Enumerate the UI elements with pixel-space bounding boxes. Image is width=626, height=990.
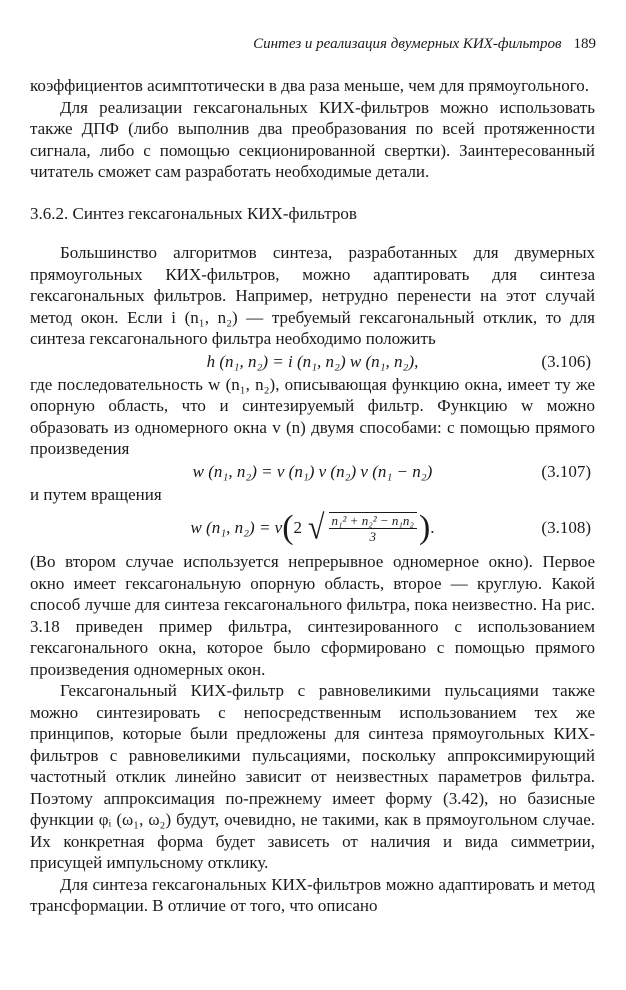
paragraph-7: Гексагональный КИХ-фильтр с равновеликими пульсациями также можно синтезировать с непосредственным использованием тех же принципов, которые были предложены для синтеза прямоугольных КИХ-фильтров с равновеликими пульсациями, поскольку аппроксимирующий частотный отклик линейно зависит от неизвестных параметров фильтра. Поэтому аппроксимация по-прежнему имеет форму (3.42), но базисные функции φᵢ (ω₁, ω₂) будут, очевидно, не такими, как в прямоугольном случае. Их конкретная форма будет зависеть от наличия и вида симметрии, присущей импульсному отклику. <box>30 681 595 872</box>
paragraph-4: где последовательность w (n₁, n₂), описывающая функцию окна, имеет ту же опорную область, что и синтезируемый фильтр. Функцию w можно образовать из одномерного окна v (n) двумя способами: с помощью прямого произведения <box>30 374 595 458</box>
fraction-numerator: n₁² + n₂² − n₁n₂ <box>329 512 417 529</box>
page-body <box>30 75 595 917</box>
equation-lhs: w (n₁, n₂) = v <box>190 518 283 538</box>
equation-period: . <box>430 518 435 538</box>
fraction <box>329 512 417 544</box>
equation-formula: w (n₁, n₂) = v (n₁) v (n₂) v (n₁ − n₂) <box>192 461 433 481</box>
equation-formula: h (n₁, n₂) = i (n₁, n₂) w (n₁, n₂), <box>206 351 419 371</box>
fraction-denominator: 3 <box>369 529 376 544</box>
paragraph-5: и путем вращения <box>30 484 162 504</box>
open-paren: ( <box>282 509 294 546</box>
equation-number: (3.106) <box>541 351 591 371</box>
equation-coefficient: 2 <box>293 518 303 538</box>
paragraph-2: Для реализации гексагональных КИХ-фильтров можно использовать также ДПФ (либо выполнив два преобразования по всей протяженности сигнала, либо с помощью секционированной свертки). Заинтересованный читатель сможет сам разработать необходимые детали. <box>30 97 595 181</box>
equation-number: (3.107) <box>541 461 591 481</box>
close-paren: ) <box>418 509 431 546</box>
running-head <box>30 34 596 54</box>
equation-3-106 <box>30 350 595 374</box>
paragraph-6: (Во втором случае используется непрерывное одномерное окно). Первое окно имеет гексагональную опорную область, второе — круглую. Какой способ лучше для синтеза гексагонального фильтра, пока неизвестно. На рис. 3.18 приведен пример фильтра, синтезированного с использованием гексагонального окна, которое было сформировано с помощью прямого произведения одномерных окон. <box>30 552 595 679</box>
equation-3-108 <box>30 505 595 551</box>
equation-number: (3.108) <box>541 518 591 538</box>
paragraph-1: коэффициентов асимптотически в два раза меньше, чем для прямоугольного. <box>30 76 590 95</box>
equation-3-107 <box>30 460 595 484</box>
running-head-title: Синтез и реализация двумерных КИХ-фильтров <box>253 36 562 52</box>
radical-sign: √ <box>308 508 325 547</box>
equation-formula <box>190 508 435 547</box>
paragraph-3: Большинство алгоритмов синтеза, разработанных для двумерных прямоугольных КИХ-фильтров, можно адаптировать для синтеза гексагональных фильтров. Например, нетрудно перенести на этот случай метод окон. Если i (n₁, n₂) — требуемый гексагональный отклик, то для синтеза гексагонального фильтра необходимо положить <box>30 243 595 348</box>
section-heading: 3.6.2. Синтез гексагональных КИХ-фильтров <box>30 203 357 223</box>
page-number: 189 <box>573 36 596 52</box>
paragraph-8: Для синтеза гексагональных КИХ-фильтров можно адаптировать и метод трансформации. В отличие от того, что описано <box>30 874 595 915</box>
